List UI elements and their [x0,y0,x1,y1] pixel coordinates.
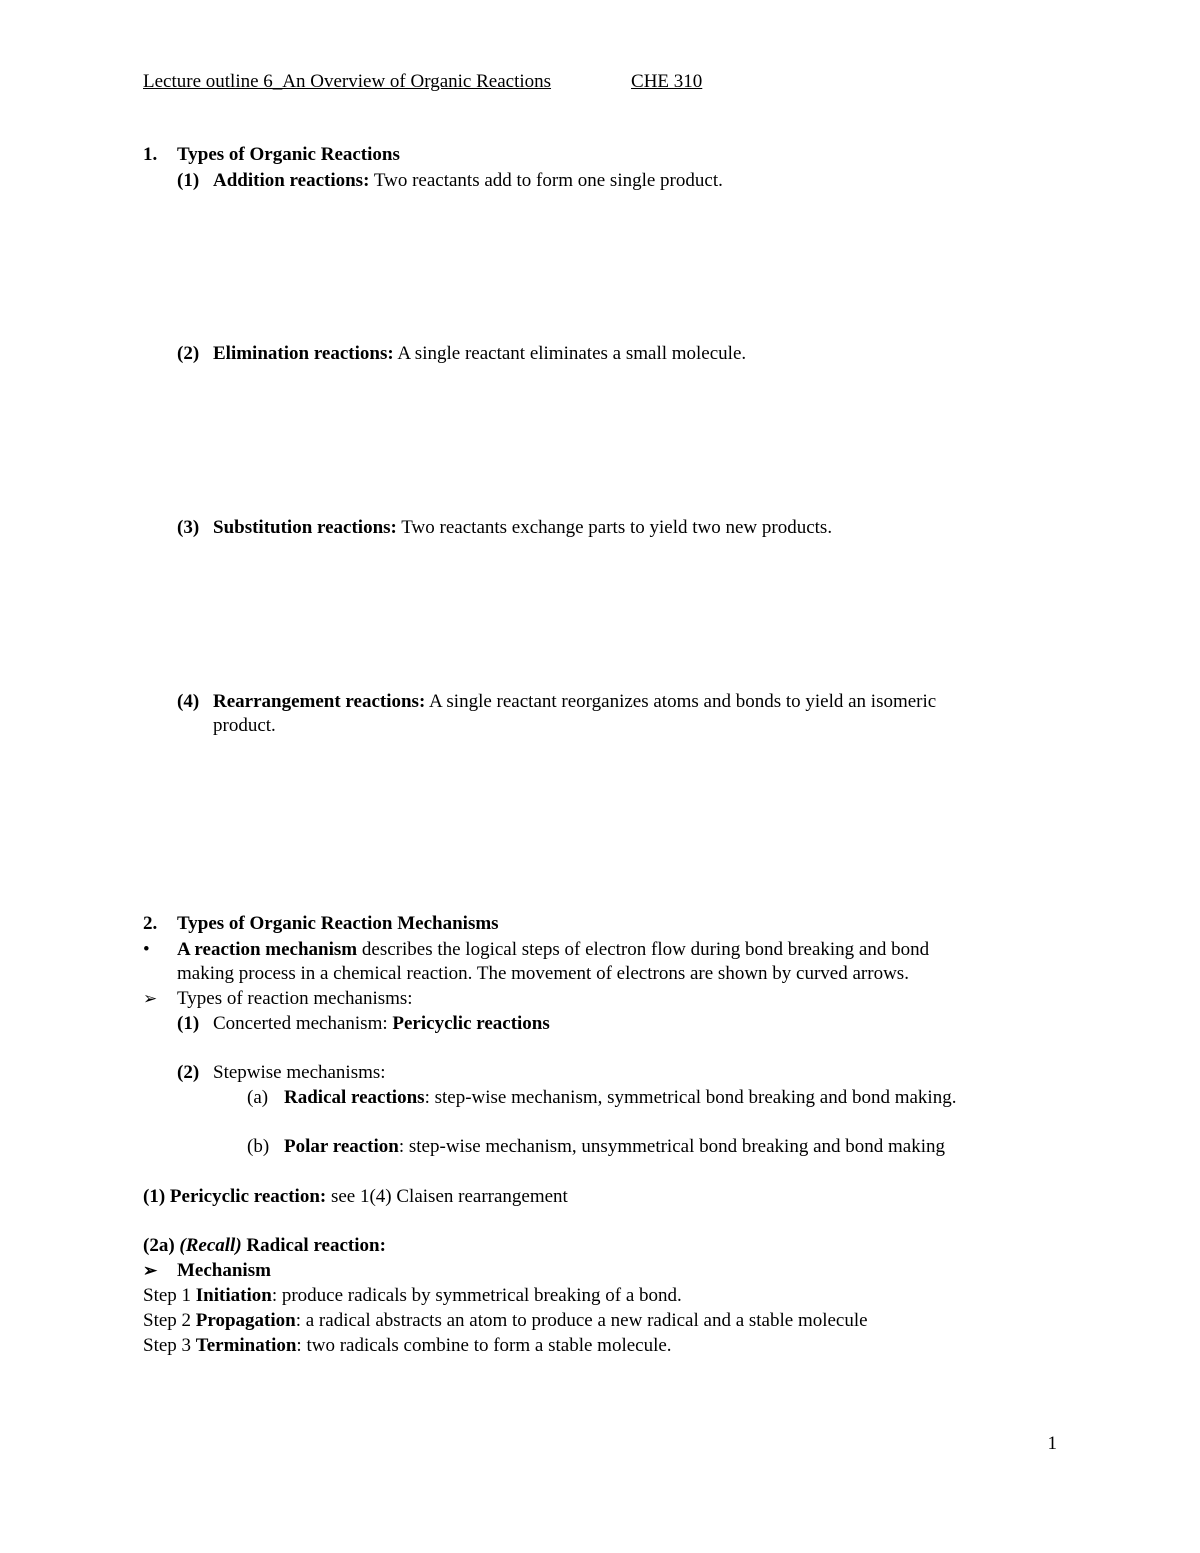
header-title: Lecture outline 6_An Overview of Organic Reactions [143,71,552,92]
item-text: A single reactant reorganizes atoms and bonds to yield an isomeric [425,691,937,712]
mechanism-heading [143,1259,271,1283]
list-item-addition [177,169,723,193]
mechanism-polar [247,1135,945,1159]
step-text: : produce radicals by symmetrical breaking of a bond. [271,1285,682,1306]
item-term: Polar reaction [284,1136,399,1157]
section-number: 1. [143,144,158,165]
item-number: (4) [177,691,200,712]
bullet-icon: • [143,939,150,960]
item-text: : step-wise mechanism, unsymmetrical bond breaking and bond making [398,1136,945,1157]
step-term: Propagation [195,1310,296,1331]
item-term: Pericyclic reactions [392,1013,550,1034]
item-text: : step-wise mechanism, symmetrical bond breaking and bond making. [424,1087,957,1108]
section-title: Types of Organic Reactions [177,144,400,165]
arrow-bullet-icon: ➢ [143,1261,158,1280]
step-initiation [143,1284,682,1308]
arrow-text: Types of reaction mechanisms: [177,988,413,1009]
mechanism-concerted [177,1012,550,1036]
section-1-heading [143,143,400,167]
item-term: Substitution reactions: [213,517,397,538]
item-term: Rearrangement reactions: [213,691,426,712]
arrow-item [143,987,413,1011]
step-prefix: Step 3 [143,1335,196,1356]
bullet-text: describes the logical steps of electron flow during bond breaking and bond [357,939,930,960]
step-termination [143,1334,672,1358]
radical-label-a: (2a) [143,1235,180,1256]
page-header [143,70,702,94]
mechanism-radical [247,1086,956,1110]
step-text: : a radical abstracts an atom to produce a new radical and a stable molecule [295,1310,868,1331]
page-number: 1 [1047,1433,1057,1454]
step-term: Termination [195,1335,297,1356]
step-text: : two radicals combine to form a stable molecule. [296,1335,672,1356]
list-item-rearrangement-cont: product. [213,715,276,736]
pericyclic-text: see 1(4) Claisen rearrangement [326,1186,568,1207]
section-number: 2. [143,913,158,934]
pericyclic-label: (1) Pericyclic reaction: [143,1186,327,1207]
bullet-term: A reaction mechanism [177,939,358,960]
item-number: (3) [177,517,200,538]
section-title: Types of Organic Reaction Mechanisms [177,913,499,934]
mechanism-stepwise [177,1061,386,1085]
item-number: (2) [177,343,200,364]
section-2-heading [143,912,499,936]
item-term: Addition reactions: [213,170,370,191]
list-item-elimination [177,342,746,366]
radical-heading [143,1234,386,1258]
item-number: (b) [247,1136,270,1157]
list-item-substitution [177,516,832,540]
item-number: (2) [177,1062,200,1083]
step-prefix: Step 2 [143,1310,196,1331]
recall-label: (Recall) [179,1235,242,1256]
step-term: Initiation [195,1285,272,1306]
step-propagation [143,1309,868,1333]
radical-label-b: Radical reaction: [241,1235,386,1256]
pericyclic-line [143,1185,568,1209]
item-text: Stepwise mechanisms: [213,1062,386,1083]
item-term: Elimination reactions: [213,343,394,364]
header-course: CHE 310 [631,71,703,92]
item-text: Two reactants exchange parts to yield two new products. [396,517,833,538]
item-number: (1) [177,1013,200,1034]
bullet-item [143,938,929,962]
arrow-bullet-icon: ➢ [143,989,158,1008]
list-item-rearrangement [177,690,936,714]
item-term: Radical reactions [284,1087,425,1108]
item-text: Two reactants add to form one single product. [369,170,723,191]
item-text: Concerted mechanism: [213,1013,393,1034]
item-number: (1) [177,170,200,191]
item-number: (a) [247,1087,269,1108]
step-prefix: Step 1 [143,1285,196,1306]
bullet-item-cont: making process in a chemical reaction. The movement of electrons are shown by curved arrows. [177,963,909,984]
item-text: A single reactant eliminates a small molecule. [393,343,747,364]
mechanism-label: Mechanism [177,1260,271,1281]
